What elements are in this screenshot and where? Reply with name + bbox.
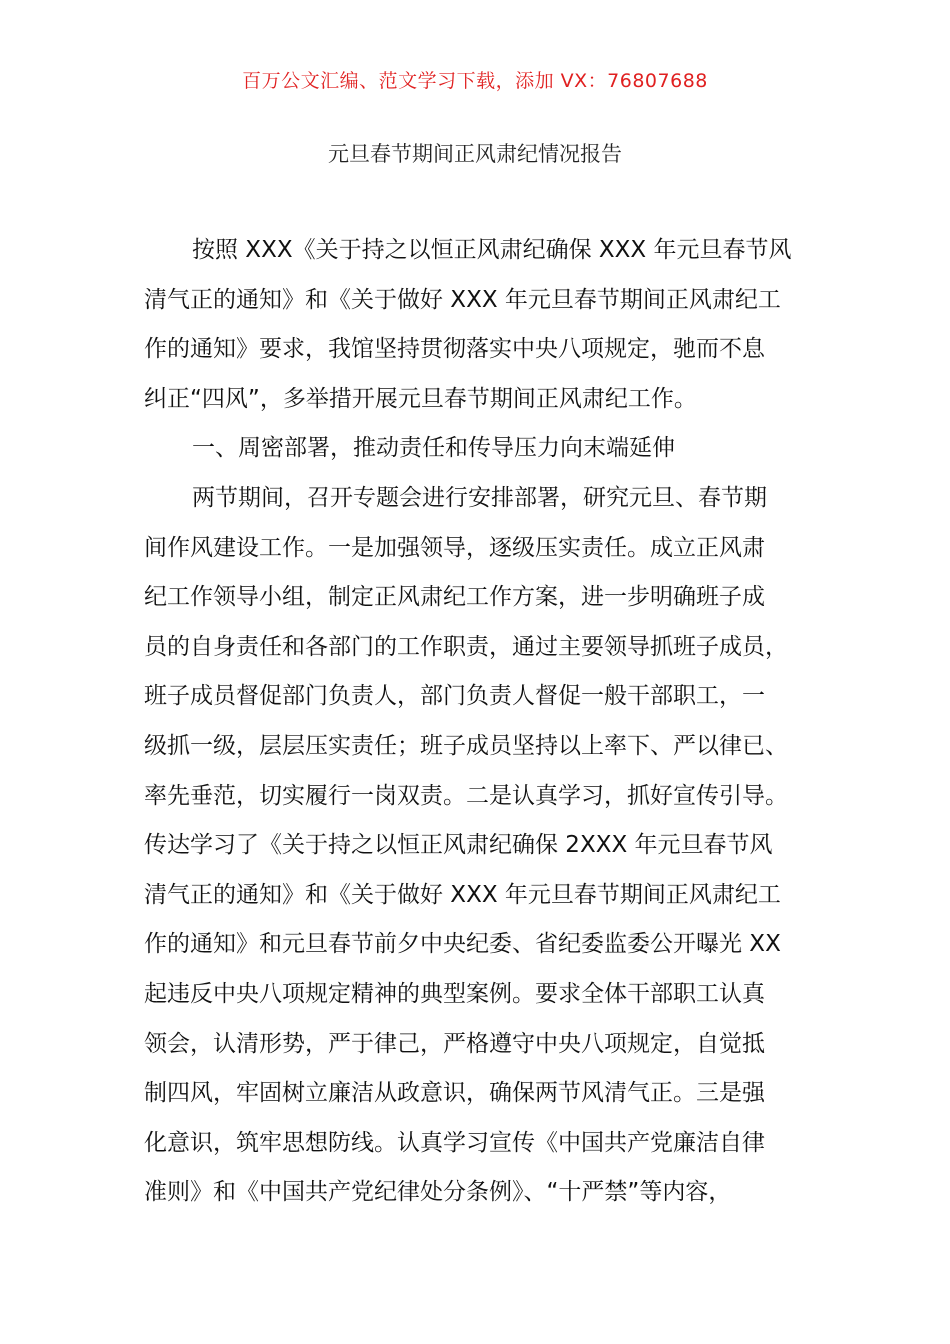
body-line: 传达学习了《关于持之以恒正风肃纪确保 2XXX 年元旦春节风 <box>144 832 773 859</box>
body-line: 作的通知》和元旦春节前夕中央纪委、省纪委监委公开曝光 XX <box>144 931 781 958</box>
download-banner: 百万公文汇编、范文学习下载，添加 VX：76807688 <box>242 70 708 92</box>
document-body <box>144 226 824 1218</box>
body-line: 间作风建设工作。一是加强领导，逐级压实责任。成立正风肃 <box>144 534 765 561</box>
body-line: 班子成员督促部门负责人，部门负责人督促一般干部职工，一 <box>144 683 765 710</box>
body-line: 纠正“四风”，多举措开展元旦春节期间正风肃纪工作。 <box>144 385 697 412</box>
body-line: 准则》和《中国共产党纪律处分条例》、“十严禁”等内容， <box>144 1179 732 1206</box>
body-line: 员的自身责任和各部门的工作职责，通过主要领导抓班子成员， <box>144 633 788 660</box>
body-line: 制四风，牢固树立廉洁从政意识，确保两节风清气正。三是强 <box>144 1080 765 1107</box>
body-line: 作的通知》要求，我馆坚持贯彻落实中央八项规定，驰而不息 <box>144 336 765 363</box>
body-line: 起违反中央八项规定精神的典型案例。要求全体干部职工认真 <box>144 980 765 1007</box>
body-line: 级抓一级，层层压实责任；班子成员坚持以上率下、严以律已、 <box>144 732 788 759</box>
section-heading: 一、周密部署，推动责任和传导压力向末端延伸 <box>192 435 675 462</box>
body-line: 率先垂范，切实履行一岗双责。二是认真学习，抓好宣传引导。 <box>144 782 788 809</box>
body-line: 清气正的通知》和《关于做好 XXX 年元旦春节期间正风肃纪工 <box>144 881 781 908</box>
body-line: 两节期间，召开专题会进行安排部署，研究元旦、春节期 <box>192 484 767 511</box>
body-line: 纪工作领导小组，制定正风肃纪工作方案，进一步明确班子成 <box>144 584 765 611</box>
document-title: 元旦春节期间正风肃纪情况报告 <box>328 142 622 166</box>
body-line: 化意识，筑牢思想防线。认真学习宣传《中国共产党廉洁自律 <box>144 1129 765 1156</box>
body-line: 领会，认清形势，严于律己，严格遵守中央八项规定，自觉抵 <box>144 1030 765 1057</box>
body-line: 按照 XXX《关于持之以恒正风肃纪确保 XXX 年元旦春节风 <box>192 237 792 263</box>
body-line: 清气正的通知》和《关于做好 XXX 年元旦春节期间正风肃纪工 <box>144 286 781 313</box>
